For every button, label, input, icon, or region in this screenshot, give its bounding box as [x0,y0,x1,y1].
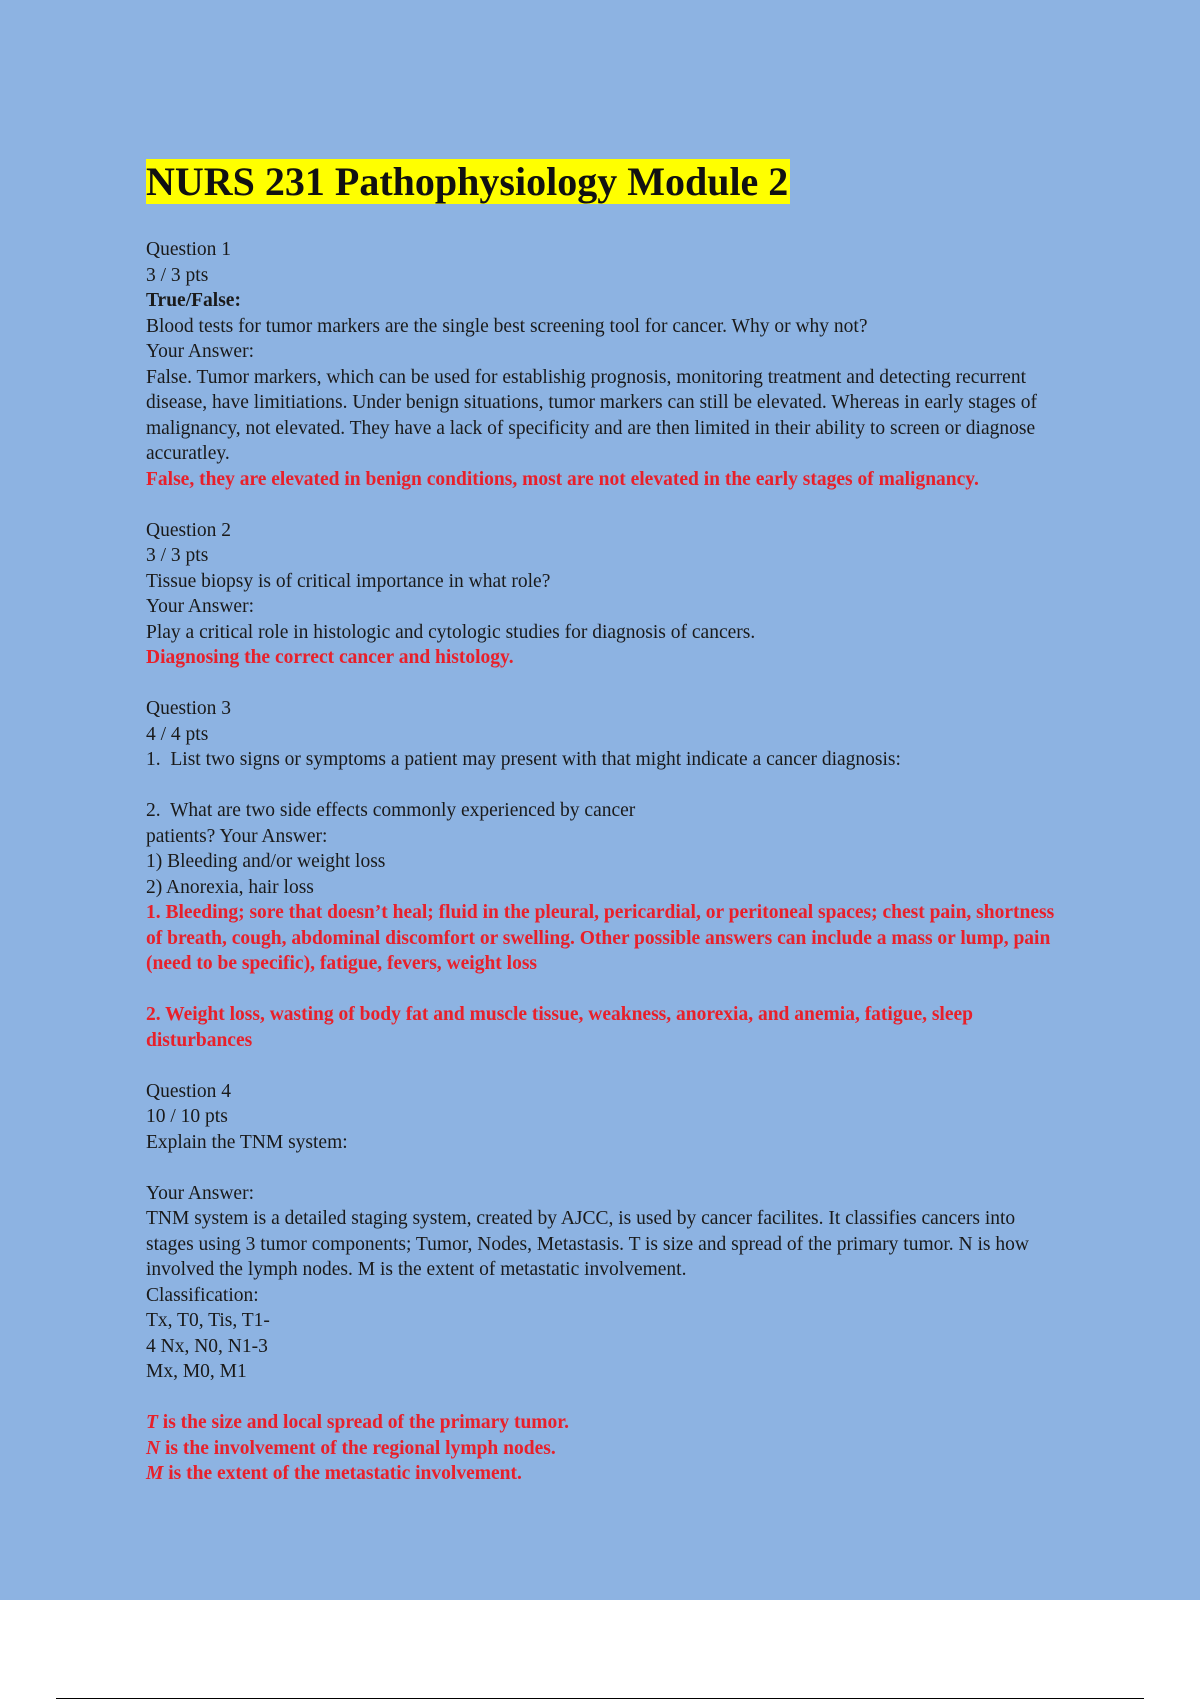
document-content [146,158,1086,1487]
t-text: is the size and local spread of the primary tumor. [157,1412,570,1433]
question-2 [146,518,1086,671]
m-text: is the extent of the metastatic involvement. [163,1463,522,1484]
question-heading: Question 3 [146,698,232,719]
question-prompt: 2. What are two side effects commonly experienced by cancer [146,800,636,821]
correct-answer: 1. Bleeding; sore that doesn’t heal; fluid in the pleural, pericardial, or peritoneal spaces; chest pain, shortness of breath, cough, abdominal discomfort or swelling. Other possible answers can include a mass or lump, pain (need to be specific), fatigue, fevers, weight loss [146,902,1055,974]
m-letter: M [146,1463,164,1484]
question-4 [146,1079,1086,1487]
correct-answer-m [146,1461,1086,1487]
correct-answer: False, they are elevated in benign conditions, most are not elevated in the early stages of malignancy. [146,468,979,490]
student-answer: TNM system is a detailed staging system, created by AJCC, is used by cancer facilites. It classifies cancers into stages using 3 tumor components; Tumor, Nodes, Metastasis. T is size and spread of the primary tumor. N is how involved the lymph nodes. M is the extent of metastatic involvement. [146,1208,1029,1280]
t-letter: T [146,1412,158,1433]
question-points: 4 / 4 pts [146,723,209,745]
student-answer: 2) Anorexia, hair loss [146,876,314,898]
page-title: NURS 231 Pathophysiology Module 2 [146,159,789,204]
your-answer-label: Your Answer: [146,596,254,617]
student-answer: 1) Bleeding and/or weight loss [146,851,386,872]
question-points: 3 / 3 pts [146,545,209,566]
question-heading: Question 4 [146,1080,232,1102]
student-answer: Play a critical role in histologic and cytologic studies for diagnosis of cancers. [146,621,756,643]
student-answer: False. Tumor markers, which can be used for establishig prognosis, monitoring treatment and detecting recurrent disease, have limitiations. Under benign situations, tumor markers can still be elevated. Whereas in early stages of malignancy, not elevated. They have a lack of specificity and are then limited in their ability to screen or diagnose accuratley. [146,366,1037,464]
classification-line: Tx, T0, Tis, T1- [146,1310,270,1331]
correct-answer: Diagnosing the correct cancer and histology. [146,647,514,668]
correct-answer-n [146,1436,1086,1462]
classification-line: Mx, M0, M1 [146,1361,247,1382]
footer-rule [56,1698,1144,1699]
question-heading: Question 1 [146,239,232,260]
n-text: is the involvement of the regional lymph nodes. [160,1437,556,1459]
question-prompt: Explain the TNM system: [146,1131,348,1153]
question-prompt: 1. List two signs or symptoms a patient may present with that might indicate a cancer diagnosis: [146,749,901,770]
question-prompt-continued: patients? Your Answer: [146,825,328,847]
question-3 [146,696,1086,1053]
classification-label: Classification: [146,1284,259,1306]
question-type-label: True/False: [146,290,241,311]
question-1 [146,237,1086,492]
correct-answer: 2. Weight loss, wasting of body fat and muscle tissue, weakness, anorexia, and anemia, fatigue, sleep disturbances [146,1004,974,1051]
n-letter: N [146,1437,161,1459]
classification-line: 4 Nx, N0, N1-3 [146,1335,268,1357]
question-prompt: Blood tests for tumor markers are the single best screening tool for cancer. Why or why not? [146,315,868,337]
your-answer-label: Your Answer: [146,341,254,362]
question-points: 10 / 10 pts [146,1106,228,1127]
question-heading: Question 2 [146,519,232,541]
your-answer-label: Your Answer: [146,1182,254,1204]
question-prompt: Tissue biopsy is of critical importance in what role? [146,570,551,592]
correct-answer-t [146,1410,1086,1436]
question-points: 3 / 3 pts [146,264,209,286]
